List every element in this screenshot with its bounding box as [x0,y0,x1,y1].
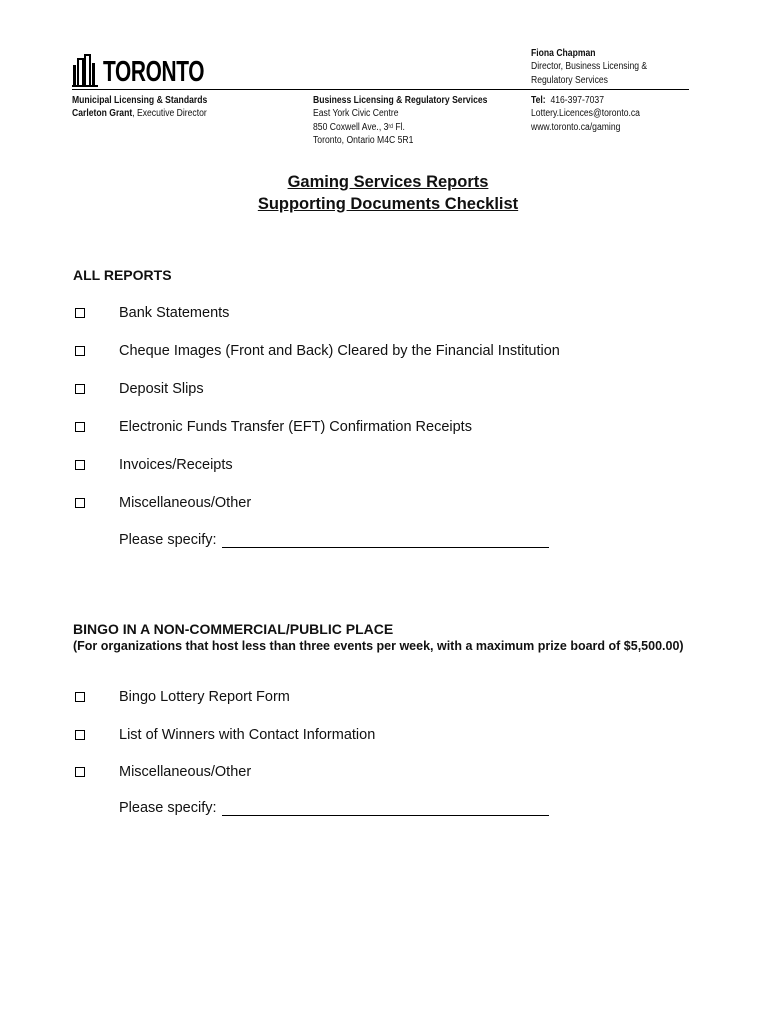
title-line-1: Gaming Services Reports [287,173,489,191]
website-link[interactable]: www.toronto.ca/gaming [531,121,621,133]
header-divider [72,89,689,90]
checklist-item [75,418,472,436]
director-title-1: Director, Business Licensing & [531,61,648,73]
checklist-item [75,763,251,781]
checkbox[interactable] [75,422,85,432]
section-heading-all-reports: ALL REPORTS [73,267,172,283]
specify-row [119,800,549,816]
logo-wordmark: TORONTO [103,56,205,88]
checklist-item-label: Miscellaneous/Other [119,764,252,780]
section-heading-bingo: BINGO IN A NON-COMMERCIAL/PUBLIC PLACE [73,621,394,637]
specify-label: Please specify: [119,532,217,548]
section-subheading-bingo: (For organizations that host less than three events per week, with a maximum prize board of $5,500.00) [73,639,684,653]
checklist-item-label: Cheque Images (Front and Back) Cleared by the Financial Institution [119,343,560,359]
address-line-1: East York Civic Centre [313,108,399,120]
address-block [313,94,487,147]
checklist-item-label: List of Winners with Contact Information [119,727,376,743]
specify-input-line[interactable] [222,533,549,548]
director-title-2: Regulatory Services [531,74,608,86]
director-block [531,47,647,87]
specify-row [119,532,549,548]
checklist-item-label: Invoices/Receipts [119,457,233,473]
executive-name: Carleton Grant [72,108,133,120]
page-title [0,171,770,215]
checklist-item-label: Electronic Funds Transfer (EFT) Confirmation Receipts [119,419,472,435]
checkbox[interactable] [75,460,85,470]
department-name: Municipal Licensing & Standards [72,95,208,106]
checkbox[interactable] [75,308,85,318]
checklist-item-label: Bingo Lottery Report Form [119,689,290,705]
email-link[interactable]: Lottery.Licences@toronto.ca [531,108,640,120]
address-line-2: 850 Coxwell Ave., 3rd Fl. [313,121,405,133]
executive-title: , Executive Director [132,108,207,120]
checkbox[interactable] [75,767,85,777]
checklist-item [75,688,290,706]
address-line-3: Toronto, Ontario M4C 5R1 [313,134,414,146]
checklist-item [75,342,560,360]
specify-label: Please specify: [119,800,217,816]
checklist-item [75,494,251,512]
checkbox[interactable] [75,384,85,394]
checkbox[interactable] [75,692,85,702]
specify-input-line[interactable] [222,801,549,816]
checkbox[interactable] [75,730,85,740]
checklist-item [75,726,375,744]
division-name: Business Licensing & Regulatory Services [313,95,488,106]
checklist-item-label: Deposit Slips [119,381,204,397]
city-hall-icon [72,53,100,87]
tel-value: 416-397-7037 [550,95,605,106]
city-logo [72,51,243,87]
checklist-item [75,380,204,398]
checklist-item [75,304,229,322]
contact-block [531,94,640,134]
checklist-item-label: Bank Statements [119,305,230,321]
title-line-2: Supporting Documents Checklist [257,195,519,213]
checkbox[interactable] [75,498,85,508]
tel-label: Tel: [531,95,546,106]
checklist-item-label: Miscellaneous/Other [119,495,252,511]
checklist-item [75,456,233,474]
checkbox[interactable] [75,346,85,356]
director-name: Fiona Chapman [531,48,596,59]
department-block [72,94,207,121]
